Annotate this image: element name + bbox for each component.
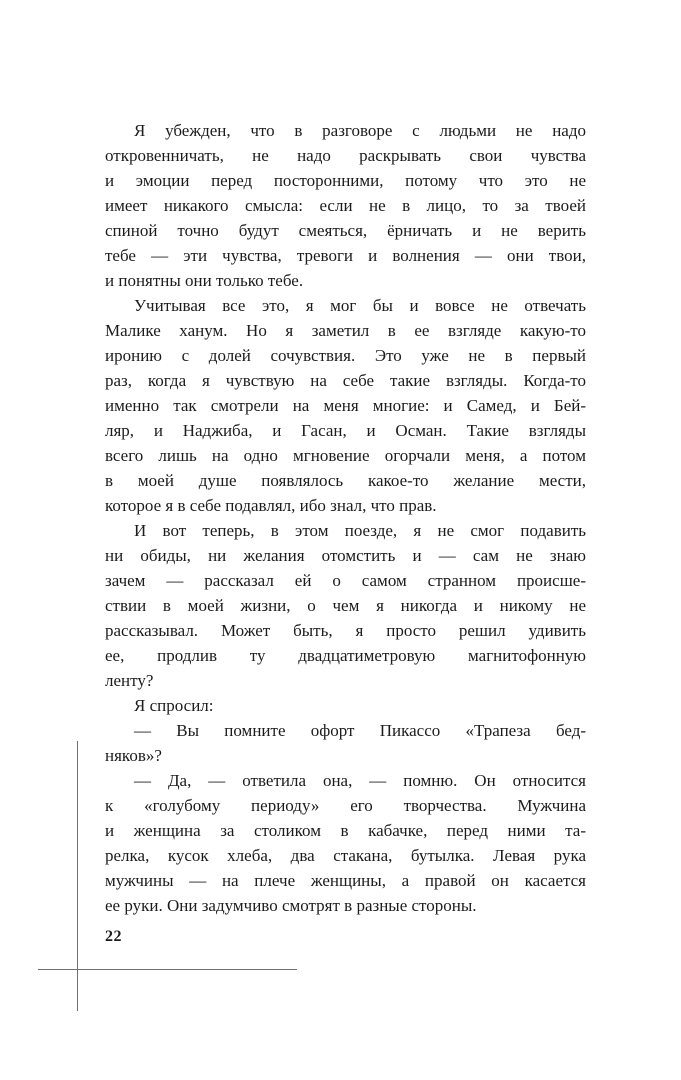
text-line: релка, кусок хлеба, два стакана, бутылка. Левая рука [105, 846, 586, 865]
text-line: И вот теперь, в этом поезде, я не смог подавить [134, 521, 586, 540]
text-line: к «голубому периоду» его творчества. Мужчина [105, 796, 586, 815]
text-line: Я убежден, что в разговоре с людьми не надо [134, 121, 586, 140]
paragraph [105, 768, 586, 918]
crop-mark-vertical [77, 741, 78, 1011]
paragraph [105, 518, 586, 693]
text-line: ленту? [105, 671, 154, 690]
text-line: ее руки. Они задумчиво смотрят в разные стороны. [105, 896, 477, 915]
text-line: тебе — эти чувства, тревоги и волнения — они твои, [105, 246, 586, 265]
crop-mark-horizontal [38, 969, 297, 970]
text-line: и женщина за столиком в кабачке, перед ними та- [105, 821, 586, 840]
text-line: спиной точно будут смеяться, ёрничать и не верить [105, 221, 586, 240]
text-line: иронию с долей сочувствия. Это уже не в первый [105, 346, 586, 365]
text-line: ее, продлив ту двадцатиметровую магнитофонную [105, 646, 586, 665]
text-line: Малике ханум. Но я заметил в ее взгляде какую-то [105, 321, 586, 340]
text-line: ствии в моей жизни, о чем я никогда и никому не [105, 596, 586, 615]
text-line: няков»? [105, 746, 162, 765]
text-line: имеет никакого смысла: если не в лицо, то за твоей [105, 196, 586, 215]
paragraph [105, 693, 586, 718]
text-line: в моей душе появлялось какое-то желание мести, [105, 471, 586, 490]
paragraph [105, 118, 586, 293]
paragraph [105, 718, 586, 768]
text-line: которое я в себе подавлял, ибо знал, что прав. [105, 496, 437, 515]
text-line: и понятны они только тебе. [105, 271, 304, 290]
text-line: ни обиды, ни желания отомстить и — сам не знаю [105, 546, 586, 565]
text-line: рассказывал. Может быть, я просто решил удивить [105, 621, 586, 640]
text-line: Я спросил: [134, 696, 214, 715]
text-line: и эмоции перед посторонними, потому что это не [105, 171, 586, 190]
page-text [105, 118, 586, 918]
text-line: — Да, — ответила она, — помню. Он относится [134, 771, 586, 790]
text-line: раз, когда я чувствую на себе такие взгляды. Когда-то [105, 371, 586, 390]
paragraph [105, 293, 586, 518]
text-line: именно так смотрели на меня многие: и Самед, и Бей- [105, 396, 586, 415]
text-line: ляр, и Наджиба, и Гасан, и Осман. Такие взгляды [105, 421, 586, 440]
page-number: 22 [105, 928, 122, 945]
text-line: зачем — рассказал ей о самом странном происше- [105, 571, 586, 590]
text-line: всего лишь на одно мгновение огорчали меня, а потом [105, 446, 586, 465]
text-line: откровенничать, не надо раскрывать свои чувства [105, 146, 586, 165]
text-line: Учитывая все это, я мог бы и вовсе не отвечать [134, 296, 586, 315]
text-line: — Вы помните офорт Пикассо «Трапеза бед- [134, 721, 586, 740]
text-line: мужчины — на плече женщины, а правой он касается [105, 871, 586, 890]
